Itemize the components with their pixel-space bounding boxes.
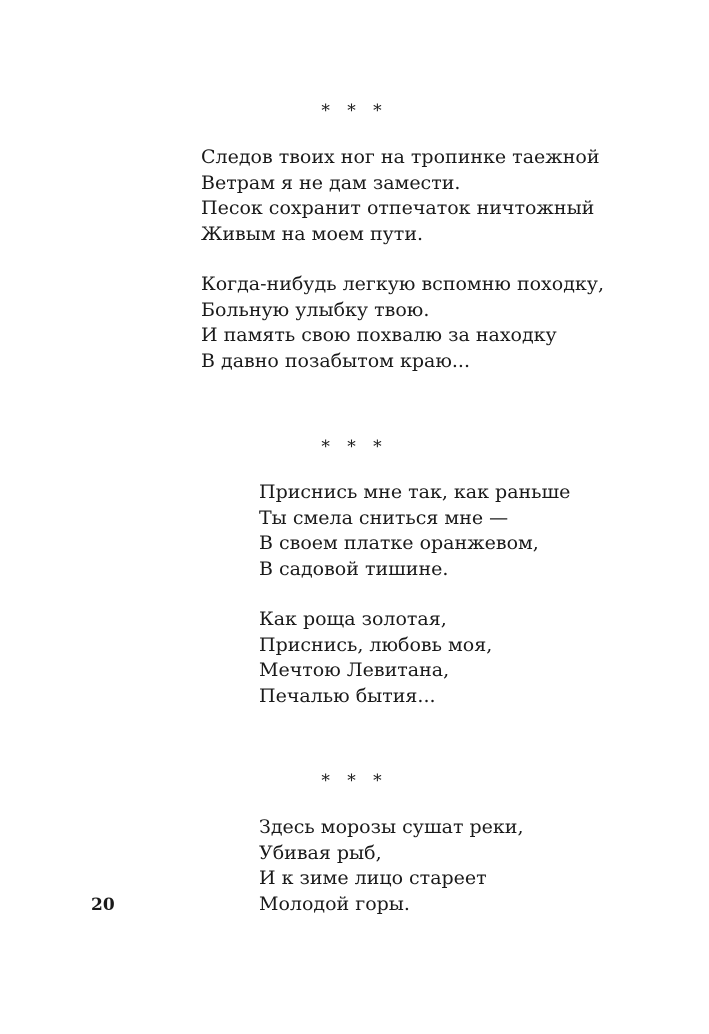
stanza [259, 480, 570, 582]
poem-3 [259, 815, 524, 917]
poem-separator: * * * [321, 771, 388, 791]
stanza [201, 272, 604, 374]
poem-separator: * * * [321, 437, 388, 457]
poem-2 [259, 480, 570, 709]
page-number: 20 [91, 895, 115, 915]
poem-line: Приснись, любовь моя, [259, 633, 493, 656]
poem-line: Ветрам я не дам замести. [201, 171, 461, 194]
stanza [259, 607, 570, 709]
poem-separator: * * * [321, 101, 388, 121]
poem-line: Как роща золотая, [259, 608, 447, 630]
poem-line: Мечтою Левитана, [259, 659, 450, 681]
poem-line: В давно позабытом краю... [201, 349, 471, 372]
stanza [259, 815, 524, 917]
poem-line: Больную улыбку твою. [201, 298, 430, 321]
poem-line: И к зиме лицо стареет [259, 867, 487, 889]
poem-line: Песок сохранит отпечаток ничтожный [201, 197, 595, 219]
poem-line: Здесь морозы сушат реки, [259, 816, 524, 838]
poem-line: Следов твоих ног на тропинке таежной [201, 146, 600, 168]
poem-line: Живым на моем пути. [201, 222, 424, 245]
poem-line: Когда-нибудь легкую вспомню походку, [201, 273, 604, 295]
poem-line: Ты смела сниться мне — [259, 506, 509, 529]
poem-line: Молодой горы. [259, 892, 410, 915]
poem-line: Печалью бытия... [259, 684, 436, 707]
poem-line: В садовой тишине. [259, 557, 449, 580]
poem-line: Убивая рыб, [259, 841, 382, 864]
stanza [201, 145, 604, 247]
poem-line: Приснись мне так, как раньше [259, 481, 571, 503]
poem-line: В своем платке оранжевом, [259, 532, 539, 554]
poem-line: И память свою похвалю за находку [201, 324, 557, 346]
poem-1 [201, 145, 604, 374]
